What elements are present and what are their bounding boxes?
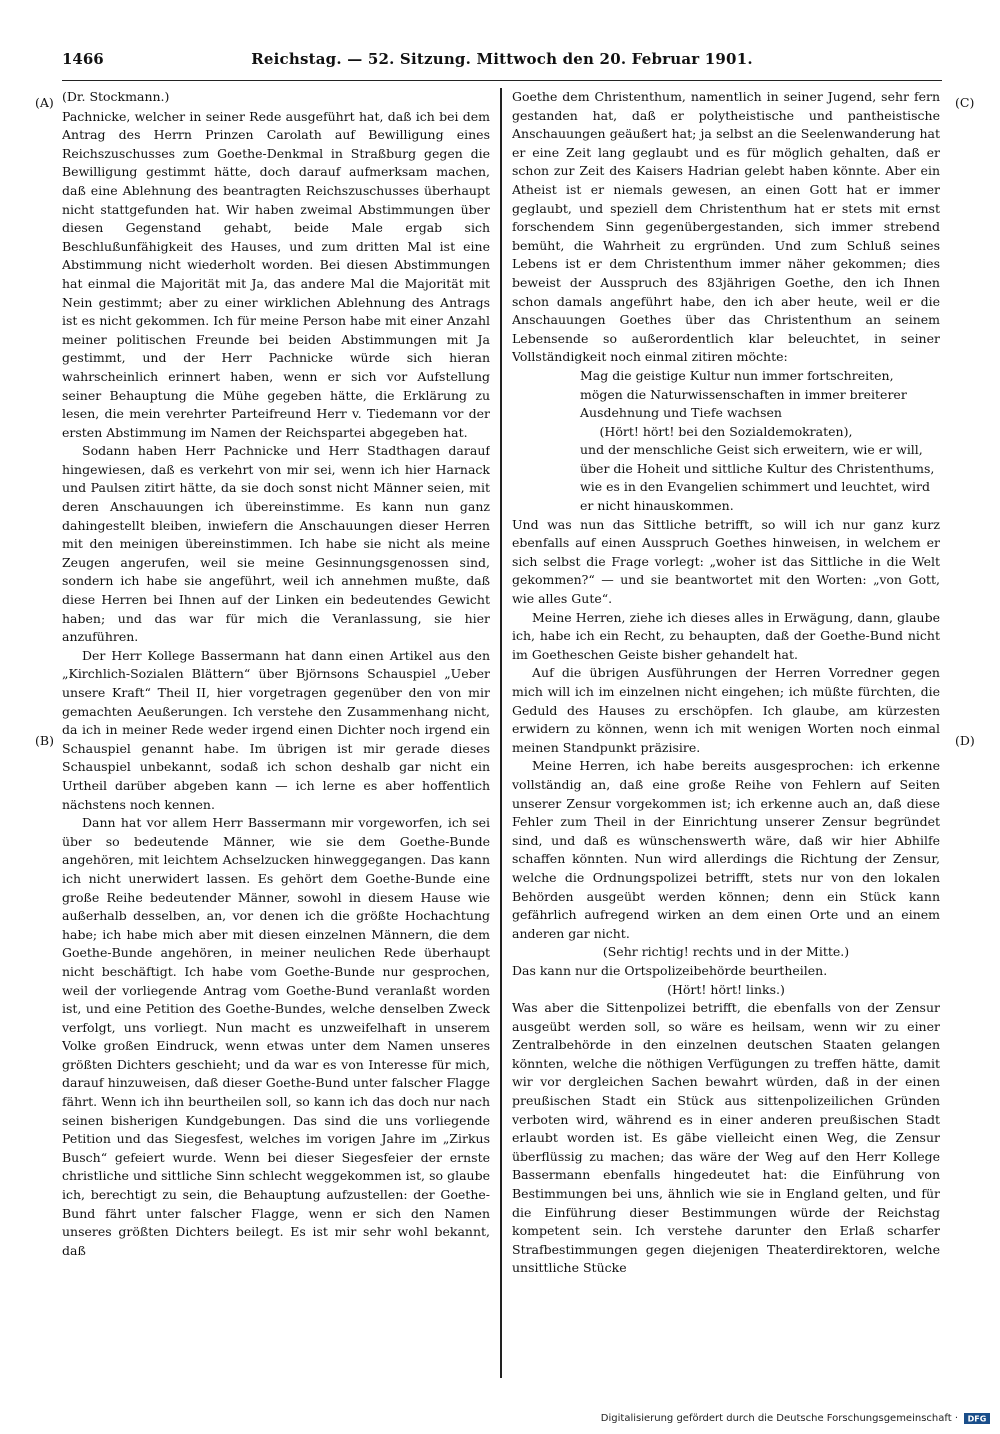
right-paragraph-5: Meine Herren, ich habe bereits ausgesprochen: ich erkenne vollständig an, daß eine große Reihe von Fehlern auf Seiten unserer Zensur vorgekommen ist; ich erkenne auch an, daß diese Fehler zum Theil in der Einrichtung unserer Zensur begründet sind, und daß es wünschenswerth wäre, daß wir hier Abhilfe schaffen könnten. Nun wird allerdings die Richtung der Zensur, welche die Ordnungspolizei betrifft, stets nur von den lokalen Behörden ausgeübt werden können; denn ein Stück kann gefährlich aufregend wirken an dem einen Orte und an einem anderen gar nicht. [512, 758, 940, 941]
column-divider [500, 88, 502, 1378]
margin-marker-c: (C) [955, 95, 975, 110]
right-column [512, 88, 940, 1378]
right-paragraph-4: Auf die übrigen Ausführungen der Herren Vorredner gegen mich will ich im einzelnen nicht eingehen; ich müßte fürchten, die Geduld des Hauses zu erschöpfen. Ich glaube, am kürzesten erwidern zu können, wenn ich mit wenigen Worten noch einmal meinen Standpunkt präzisire. [512, 665, 940, 755]
left-column [62, 88, 490, 1378]
right-paragraph-3: Meine Herren, ziehe ich dieses alles in Erwägung, dann, glaube ich, habe ich ein Recht, zu behaupten, daß der Goethe-Bund nicht im Goetheschen Geiste bisher gehandelt hat. [512, 609, 940, 662]
left-paragraph-4: Dann hat vor allem Herr Bassermann mir vorgeworfen, ich sei über so bedeutende Männer, wie sie dem Goethe-Bunde angehören, mit leichtem Achselzucken hinweggegangen. Das kann ich nicht unerwidert lassen. Es gehört dem Goethe-Bunde eine große Reihe bedeutender Männer, sowohl in diesem Hause wie außerhalb desselben, an, vor denen ich die größte Hochachtung habe; ich habe mich aber mit diesen einzelnen Männern, die dem Goethe-Bunde angehören, in meiner neulichen Rede überhaupt nicht beschäftigt. Ich habe vom Goethe-Bunde nur gesprochen, weil der vorliegende Antrag vom Goethe-Bund veranlaßt worden ist, und eine Petition des Goethe-Bundes, welche denselben Zweck verfolgt, uns vorliegt. Nun macht es unzweifelhaft in unserem Volke großen Eindruck, wenn etwas unter dem Namen unseres größten Dichters geschieht; und da war es von Interesse für mich, darauf hinzuweisen, daß dieser Goethe-Bund unter falscher Flagge fährt. Wenn ich ihn beurtheilen soll, so kann ich das doch nur nach seinen bisherigen Kundgebungen. Das sind die uns vorliegende Petition und das Siegesfest, welches im vorigen Jahre im „Zirkus Busch“ gefeiert wurde. Wenn bei dieser Siegesfeier der ernste christliche und sittliche Sinn schlecht weggekommen ist, so glaube ich, berechtigt zu sein, die Behauptung aufzustellen: der Goethe-Bund fährt unter falscher Flagge, wenn er sich den Namen unseres größten Dichters beilegt. Es ist mir sehr wohl bekannt, daß [62, 815, 490, 1258]
margin-marker-b: (B) [35, 733, 54, 748]
left-paragraph-1: Pachnicke, welcher in seiner Rede ausgeführt hat, daß ich bei dem Antrag des Herrn Prinzen Carolath auf Bewilligung eines Reichszuschusses zum Goethe-Denkmal in Straßburg gegen die Bewilligung gestimmt hätte, doch darauf aufmerksam machen, daß eine Ablehnung des beantragten Reichszuschusses überhaupt nicht stattgefunden hat. Wir haben zweimal Abstimmungen über diesen Gegenstand gehabt, beide Male ergab sich Beschlußunfähigkeit des Hauses, und zum dritten Mal ist eine Abstimmung nicht wiederholt worden. Bei diesen Abstimmungen hat einmal die Majorität mit Ja, das andere Mal die Majorität mit Nein gestimmt; aber zu einer wirklichen Ablehnung des Antrags ist es nicht gekommen. Ich für meine Person habe mit einer Anzahl meiner politischen Freunde bei beiden Abstimmungen mit Ja gestimmt, und der Herr Pachnicke würde sich hieran wahrscheinlich erinnert haben, wenn er sich vor Aufstellung seiner Behauptung die Mühe gegeben hätte, die Erklärung zu lesen, die mein verehrter Parteifreund Herr v. Tiedemann vor der ersten Abstimmung im Namen der Reichspartei abgegeben hat. [62, 108, 490, 440]
dfg-logo-text: DFG [967, 1414, 987, 1424]
right-paragraph-1: Goethe dem Christenthum, namentlich in seiner Jugend, sehr fern gestanden hat, daß er polytheistische und pantheistische Anschauungen geäußert hat; ja selbst an die Seelenwanderung hat er eine Zeit lang geglaubt und es für möglich gehalten, daß er schon zur Zeit des Kaisers Hadrian gelebt haben könnte. Aber ein Atheist ist er niemals gewesen, an einen Gott hat er immer geglaubt, und speziell dem Christenthum hat er stets mit ernst forschendem Sinn gegenübergestanden, sich immer strebend bemüht, die Wahrheit zu ergründen. Und zum Schluß seines Lebens ist er dem Christenthum immer näher gekommen; dies beweist der Ausspruch des 83jährigen Goethe, den ich Ihnen schon damals angeführt habe, den ich aber heute, weil er die Anschauungen Goethes über das Christenthum an seinem Lebensende so außerordentlich klar beleuchtet, in seiner Vollständigkeit noch einmal zitiren möchte: [512, 89, 940, 365]
goethe-quote-2: und der menschliche Geist sich erweitern, wie er will, über die Hoheit und sittliche Kultur des Christenthums, wie es in den Evangelien schimmert und leuchtet, wird er nicht hinauskommen. [580, 442, 935, 514]
dfg-logo-icon [964, 1413, 990, 1424]
right-paragraph-7: Was aber die Sittenpolizei betrifft, die ebenfalls von der Zensur ausgeübt werden soll, so wäre es heilsam, wenn wir zu einer Zentralbehörde in den einzelnen deutschen Staaten gelangen könnten, welche die nöthigen Verfügungen zu treffen hätte, damit wir vor dergleichen Sachen bewahrt würden, daß in der einen preußischen Stadt ein Stück aus sittenpolizeilichen Gründen verboten wird, während es in einer anderen preußischen Stadt erlaubt worden ist. Es gäbe vielleicht einen Weg, die Zensur überflüssig zu machen; das wäre der Weg auf den Herr Kollege Bassermann ebenfalls hingedeutet hat: die Einführung von Bestimmungen bei uns, ähnlich wie sie in England gelten, und für die Einführung dieser Bestimmungen würde der Reichstag kompetent sein. Ich verstehe darunter den Erlaß scharfer Strafbestimmungen gegen diejenigen Theaterdirektoren, welche unsittliche Stücke [512, 1000, 940, 1276]
speaker-label: (Dr. Stockmann.) [62, 89, 170, 104]
digitization-footer [601, 1413, 990, 1424]
left-paragraph-2: Sodann haben Herr Pachnicke und Herr Stadthagen darauf hingewiesen, daß es verkehrt von mir sei, wenn ich hier Harnack und Paulsen zitirt hätte, da sie doch sonst nicht Männer seien, mit deren Anschauungen ich übereinstimme. Es kann nun ganz dahingestellt bleiben, inwiefern die Anschauungen dieser Herren mit den meinigen übereinstimmen. Ich habe sie nicht als meine Zeugen angerufen, weil sie meine Gesinnungsgenossen sind, sondern ich habe sie angeführt, weil ich annehmen mußte, daß diese Herren bei Ihnen auf der Linken ein bedeutendes Gewicht haben; und das war für mich die Veranlassung, sie hier anzuführen. [62, 443, 490, 645]
right-paragraph-6: Das kann nur die Ortspolizeibehörde beurtheilen. [512, 962, 828, 978]
page-number: 1466 [62, 50, 104, 68]
page-header [62, 50, 942, 81]
margin-marker-d: (D) [955, 733, 975, 748]
interjection-1: (Hört! hört! bei den Sozialdemokraten), [599, 423, 853, 439]
margin-marker-a: (A) [35, 95, 54, 110]
running-title: Reichstag. — 52. Sitzung. Mittwoch den 20. Februar 1901. [251, 50, 753, 68]
goethe-quote-1: Mag die geistige Kultur nun immer fortschreiten, mögen die Naturwissenschaften in immer breiterer Ausdehnung und Tiefe wachsen [580, 367, 907, 421]
interjection-3: (Hört! hört! links.) [667, 981, 785, 997]
left-paragraph-3: Der Herr Kollege Bassermann hat dann einen Artikel aus den „Kirchlich-Sozialen Blättern“ über Björnsons Schauspiel „Ueber unsere Kraft“ Theil II, hier vorgetragen gegenüber den von mir gemachten Aeußerungen. Ich verstehe den Zusammenhang nicht, da ich in meiner Rede weder irgend einen Dichter noch irgend ein Schauspiel genannt habe. Im übrigen ist mir gerade dieses Schauspiel unbekannt, sodaß ich schon deshalb gar nicht ein Urtheil darüber abgeben kann — ich lerne es aber hoffentlich nächstens noch kennen. [62, 647, 490, 812]
right-paragraph-2: Und was nun das Sittliche betrifft, so will ich nur ganz kurz ebenfalls auf einen Ausspruch Goethes hinweisen, in welchem er sich selbst die Frage vorlegt: „woher ist das Sittliche in die Welt gekommen?“ — und sie beantwortet mit den Worten: „von Gott, wie alles Gute“. [512, 516, 940, 607]
footer-text: Digitalisierung gefördert durch die Deutsche Forschungsgemeinschaft · [600, 1413, 958, 1424]
interjection-2: (Sehr richtig! rechts und in der Mitte.) [602, 944, 850, 960]
